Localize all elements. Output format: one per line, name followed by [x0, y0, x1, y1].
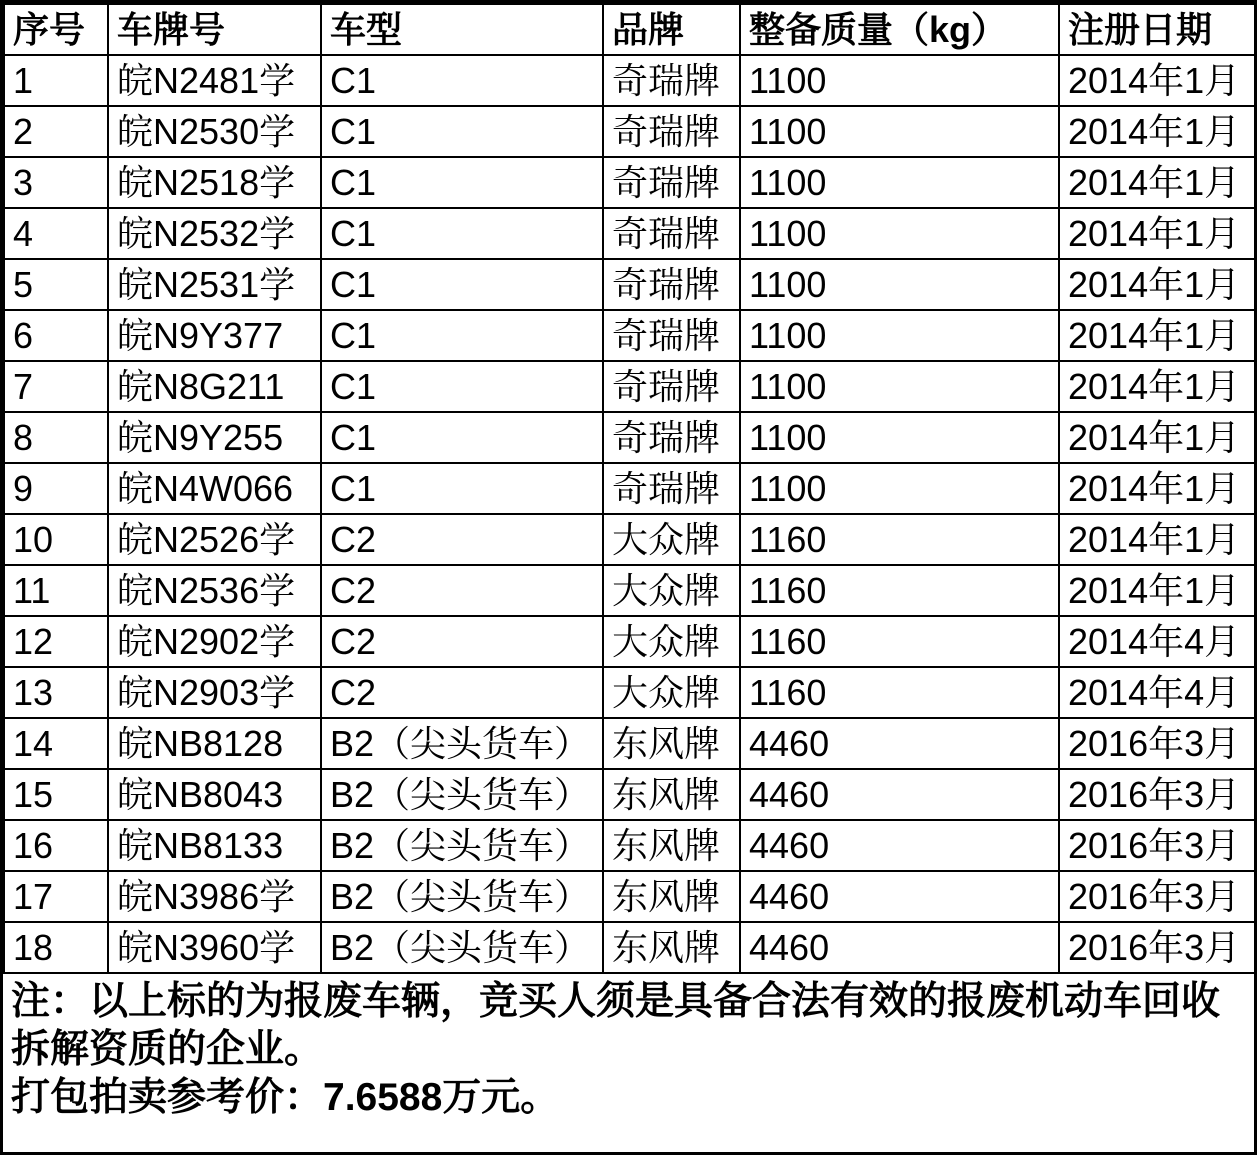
- table-row: [4, 412, 1257, 463]
- table-row: [4, 259, 1257, 310]
- table-cell: 奇瑞牌: [603, 361, 740, 412]
- table-cell: C1: [321, 157, 603, 208]
- table-cell: 皖N2532学: [108, 208, 321, 259]
- table-cell: B2（尖头货车）: [321, 871, 603, 922]
- table-cell: B2（尖头货车）: [321, 820, 603, 871]
- table-cell: 东风牌: [603, 820, 740, 871]
- table-cell: 2016年3月: [1059, 769, 1257, 820]
- header-row: [4, 4, 1257, 55]
- table-cell: 1: [4, 55, 108, 106]
- table-cell: C2: [321, 667, 603, 718]
- note-line-1: 注：以上标的为报废车辆，竞买人须是具备合法有效的报废机动车回收: [11, 980, 1221, 1023]
- table-cell: 1100: [740, 106, 1059, 157]
- table-cell: 大众牌: [603, 667, 740, 718]
- table-cell: 13: [4, 667, 108, 718]
- table-cell: C2: [321, 514, 603, 565]
- column-header: 整备质量（kg）: [740, 4, 1059, 55]
- table-cell: 7: [4, 361, 108, 412]
- table-body: [4, 55, 1257, 973]
- table-cell: 1100: [740, 463, 1059, 514]
- table-row: [4, 718, 1257, 769]
- table-cell: 1100: [740, 259, 1059, 310]
- table-cell: 2014年1月: [1059, 565, 1257, 616]
- table-row: [4, 667, 1257, 718]
- table-cell: 大众牌: [603, 565, 740, 616]
- table-cell: 1160: [740, 565, 1059, 616]
- table-cell: 皖N2903学: [108, 667, 321, 718]
- table-cell: 5: [4, 259, 108, 310]
- notes-section: [3, 974, 1254, 1152]
- table-cell: 16: [4, 820, 108, 871]
- table-cell: C2: [321, 565, 603, 616]
- table-cell: 奇瑞牌: [603, 208, 740, 259]
- table-cell: 奇瑞牌: [603, 310, 740, 361]
- table-cell: C1: [321, 208, 603, 259]
- table-cell: 2016年3月: [1059, 718, 1257, 769]
- table-cell: 大众牌: [603, 616, 740, 667]
- table-cell: 4460: [740, 871, 1059, 922]
- table-cell: 15: [4, 769, 108, 820]
- table-cell: 11: [4, 565, 108, 616]
- table-cell: 2014年1月: [1059, 157, 1257, 208]
- table-cell: C1: [321, 412, 603, 463]
- table-cell: 1100: [740, 412, 1059, 463]
- table-cell: 6: [4, 310, 108, 361]
- table-cell: 2016年3月: [1059, 871, 1257, 922]
- table-row: [4, 820, 1257, 871]
- table-row: [4, 106, 1257, 157]
- table-cell: 皖N9Y377: [108, 310, 321, 361]
- table-cell: C1: [321, 259, 603, 310]
- table-cell: 4460: [740, 769, 1059, 820]
- table-cell: C1: [321, 55, 603, 106]
- table-cell: 18: [4, 922, 108, 973]
- note-line-2: 拆解资质的企业。: [11, 1028, 324, 1071]
- column-header: 品牌: [603, 4, 740, 55]
- table-cell: 4460: [740, 718, 1059, 769]
- table-cell: 2014年1月: [1059, 208, 1257, 259]
- table-cell: 东风牌: [603, 871, 740, 922]
- table-row: [4, 55, 1257, 106]
- table-cell: 2016年3月: [1059, 820, 1257, 871]
- table-cell: 1100: [740, 361, 1059, 412]
- table-cell: 皖N2530学: [108, 106, 321, 157]
- price-note: 打包拍卖参考价：7.6588万元。: [11, 1076, 560, 1119]
- table-cell: 大众牌: [603, 514, 740, 565]
- table-cell: 10: [4, 514, 108, 565]
- table-cell: 2014年4月: [1059, 616, 1257, 667]
- table-cell: 2014年1月: [1059, 106, 1257, 157]
- table-cell: 奇瑞牌: [603, 259, 740, 310]
- table-cell: 1100: [740, 310, 1059, 361]
- table-cell: B2（尖头货车）: [321, 718, 603, 769]
- table-cell: 皖N3986学: [108, 871, 321, 922]
- table-cell: C1: [321, 463, 603, 514]
- table-cell: 皖N2536学: [108, 565, 321, 616]
- table-row: [4, 361, 1257, 412]
- table-cell: 2014年1月: [1059, 514, 1257, 565]
- table-cell: 2: [4, 106, 108, 157]
- table-cell: 东风牌: [603, 718, 740, 769]
- table-cell: 皖N9Y255: [108, 412, 321, 463]
- table-row: [4, 208, 1257, 259]
- table-cell: 皖N2518学: [108, 157, 321, 208]
- table-cell: 皖N2526学: [108, 514, 321, 565]
- table-cell: 皖N2902学: [108, 616, 321, 667]
- table-cell: C1: [321, 106, 603, 157]
- table-cell: 4460: [740, 922, 1059, 973]
- table-cell: 9: [4, 463, 108, 514]
- table-cell: 1100: [740, 208, 1059, 259]
- table-cell: 2014年1月: [1059, 310, 1257, 361]
- table-row: [4, 157, 1257, 208]
- table-cell: 东风牌: [603, 769, 740, 820]
- table-cell: 14: [4, 718, 108, 769]
- table-cell: B2（尖头货车）: [321, 769, 603, 820]
- table-cell: 奇瑞牌: [603, 157, 740, 208]
- table-row: [4, 514, 1257, 565]
- table-row: [4, 922, 1257, 973]
- table-cell: 4460: [740, 820, 1059, 871]
- table-cell: 奇瑞牌: [603, 55, 740, 106]
- column-header: 车型: [321, 4, 603, 55]
- table-cell: 1100: [740, 157, 1059, 208]
- table-cell: 皖NB8043: [108, 769, 321, 820]
- table-cell: 皖NB8128: [108, 718, 321, 769]
- table-cell: 1100: [740, 55, 1059, 106]
- table-cell: 12: [4, 616, 108, 667]
- column-header: 序号: [4, 4, 108, 55]
- table-cell: 皖N4W066: [108, 463, 321, 514]
- table-row: [4, 769, 1257, 820]
- column-header: 车牌号: [108, 4, 321, 55]
- table-cell: 17: [4, 871, 108, 922]
- table-cell: C2: [321, 616, 603, 667]
- table-row: [4, 310, 1257, 361]
- table-row: [4, 463, 1257, 514]
- table-cell: 皖N2481学: [108, 55, 321, 106]
- table-cell: 奇瑞牌: [603, 106, 740, 157]
- table-cell: C1: [321, 310, 603, 361]
- table-cell: 2014年1月: [1059, 361, 1257, 412]
- table-cell: 皖NB8133: [108, 820, 321, 871]
- table-cell: 2014年1月: [1059, 463, 1257, 514]
- table-row: [4, 871, 1257, 922]
- table-cell: 皖N2531学: [108, 259, 321, 310]
- table-cell: 2014年4月: [1059, 667, 1257, 718]
- table-cell: 2016年3月: [1059, 922, 1257, 973]
- table-cell: 2014年1月: [1059, 55, 1257, 106]
- vehicle-table: [3, 3, 1257, 974]
- table-cell: 1160: [740, 616, 1059, 667]
- column-header: 注册日期: [1059, 4, 1257, 55]
- table-cell: 皖N8G211: [108, 361, 321, 412]
- table-cell: 奇瑞牌: [603, 463, 740, 514]
- table-cell: 8: [4, 412, 108, 463]
- table-row: [4, 565, 1257, 616]
- table-cell: 奇瑞牌: [603, 412, 740, 463]
- table-cell: 2014年1月: [1059, 412, 1257, 463]
- table-cell: B2（尖头货车）: [321, 922, 603, 973]
- table-cell: 3: [4, 157, 108, 208]
- table-cell: 1160: [740, 514, 1059, 565]
- table-cell: 东风牌: [603, 922, 740, 973]
- table-cell: 1160: [740, 667, 1059, 718]
- table-cell: 4: [4, 208, 108, 259]
- table-row: [4, 616, 1257, 667]
- table-cell: C1: [321, 361, 603, 412]
- table-cell: 皖N3960学: [108, 922, 321, 973]
- table-cell: 2014年1月: [1059, 259, 1257, 310]
